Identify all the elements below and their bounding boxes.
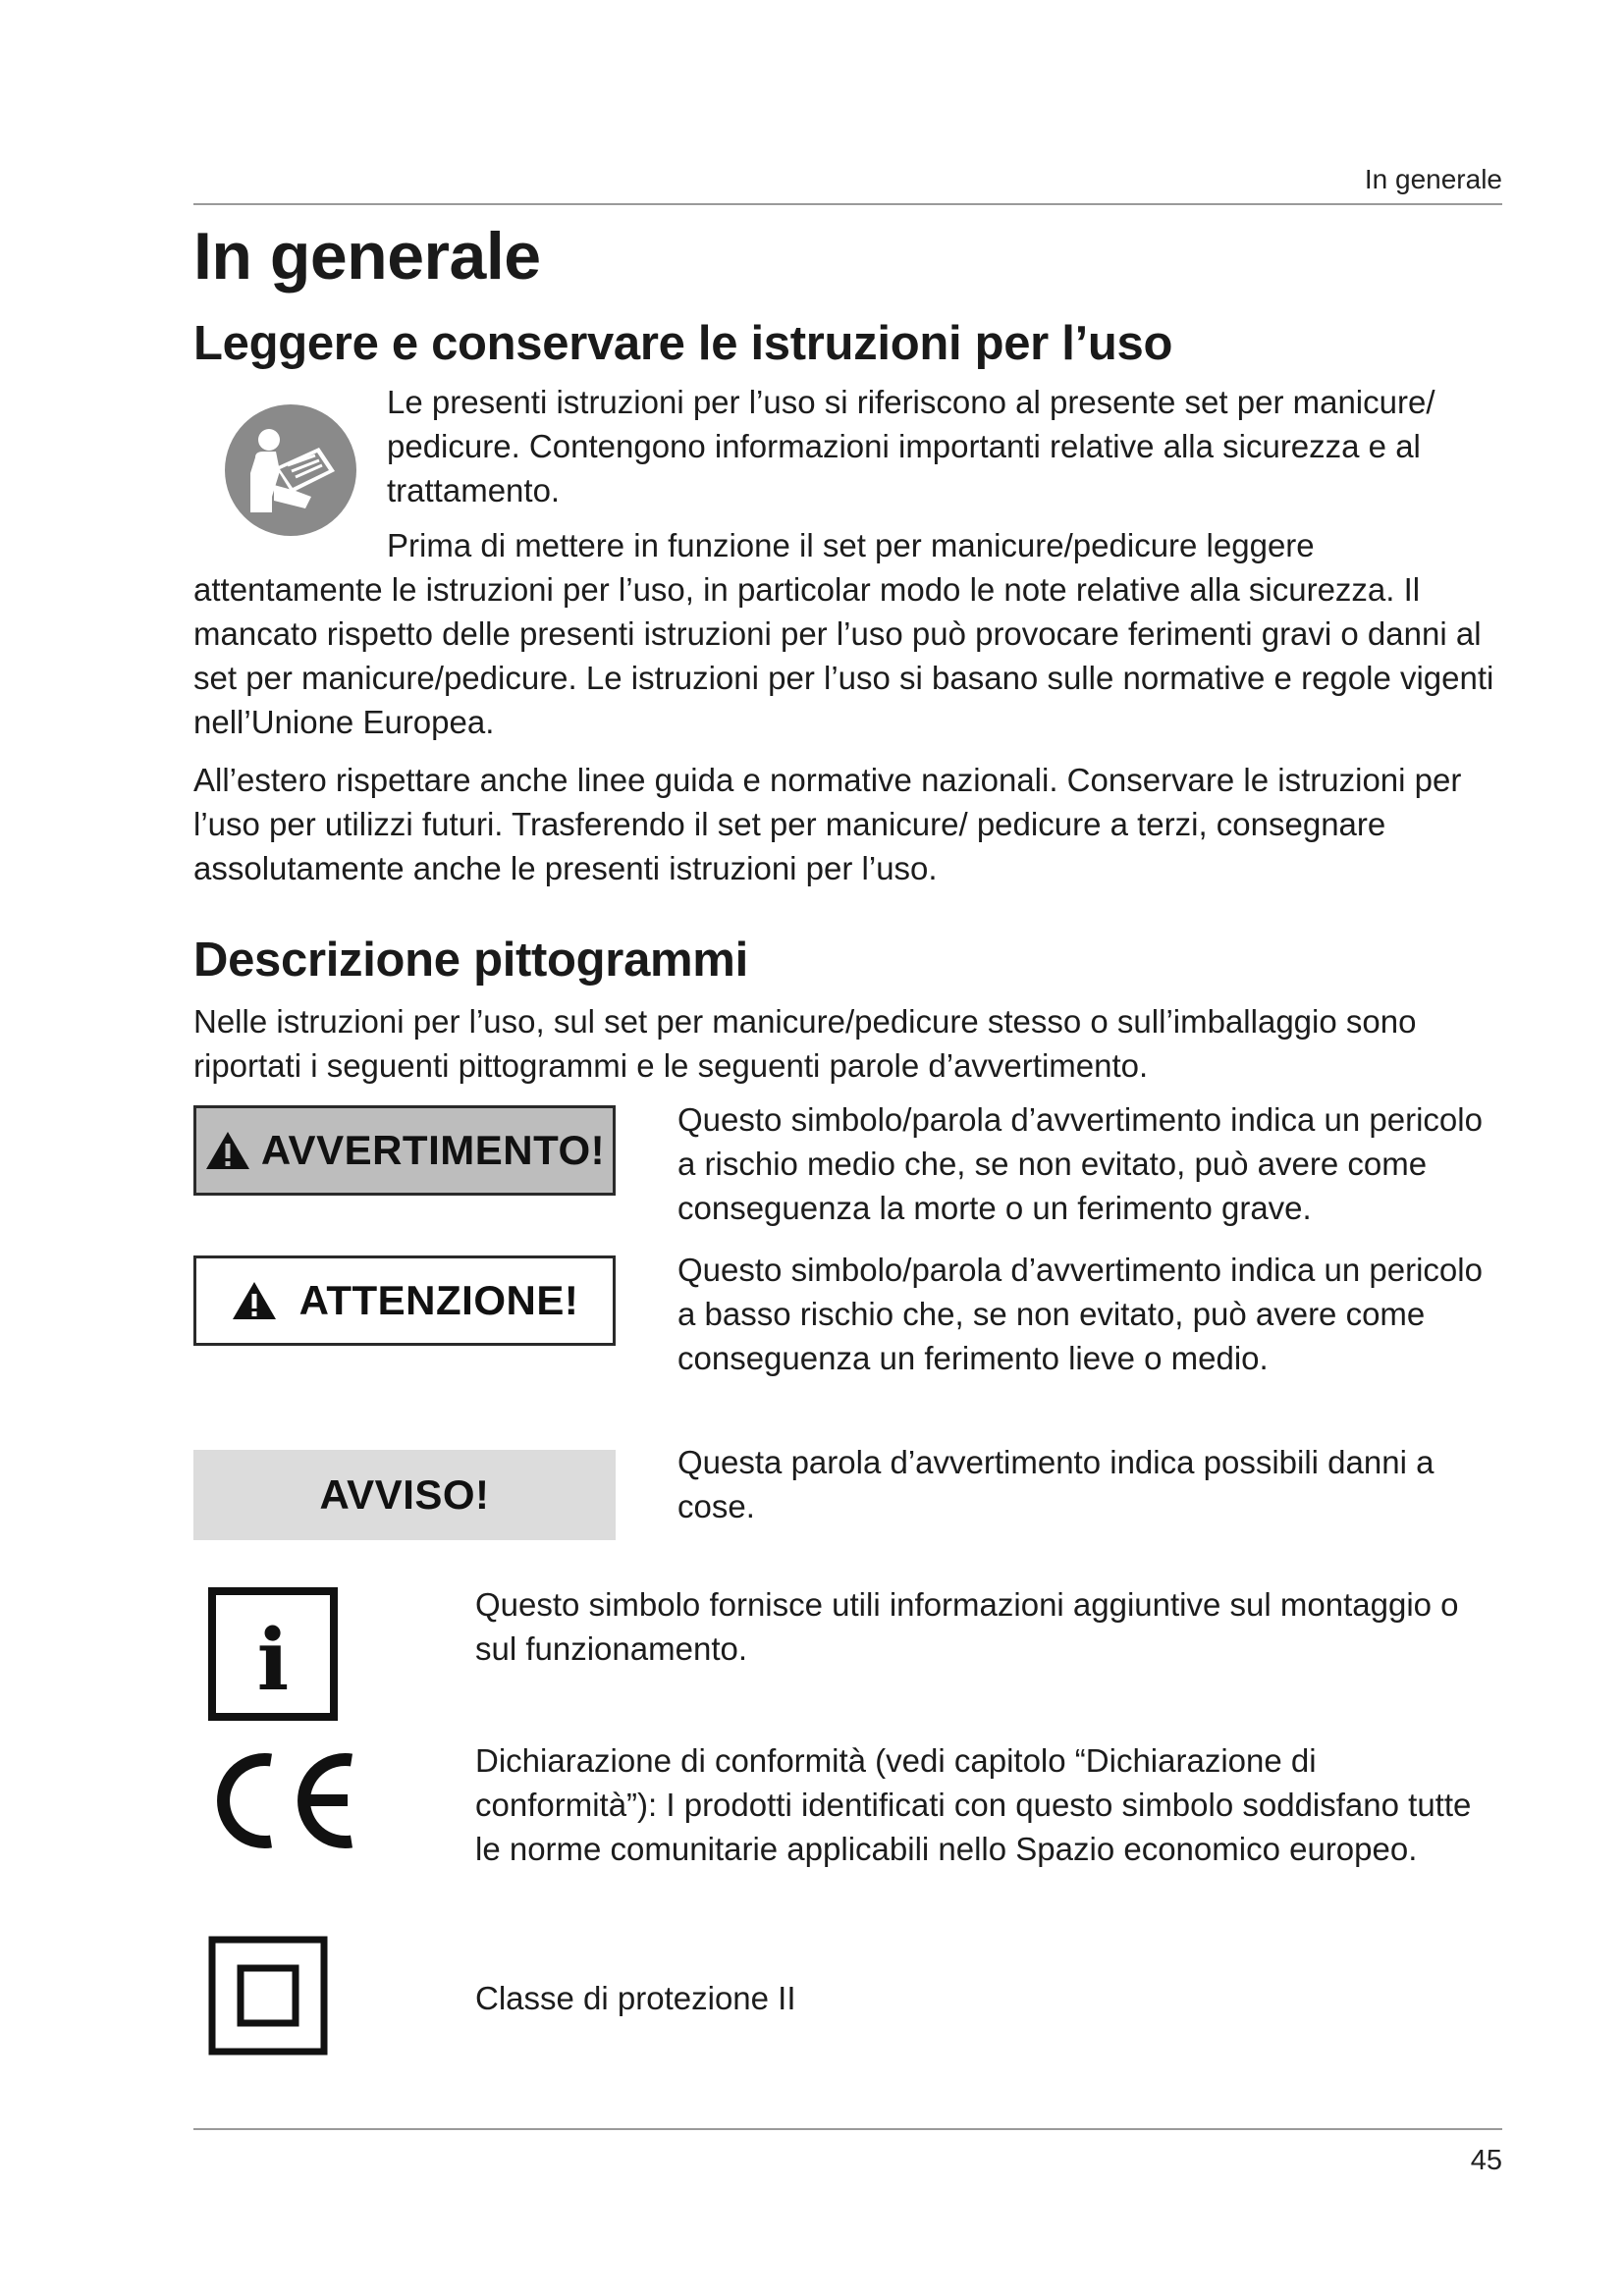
read-manual-icon xyxy=(223,402,358,538)
section-heading-read-instructions: Leggere e conservare le istruzioni per l’uso xyxy=(193,317,1173,370)
header-rule xyxy=(193,203,1502,205)
page-title: In generale xyxy=(193,219,541,294)
page-number: 45 xyxy=(1470,2145,1502,2176)
info-icon-glyph: i xyxy=(256,1611,290,1710)
signal-word-warning-description: Questo simbolo/parola d’avvertimento indica un pericolo a rischio medio che, se non evitato, può avere come conseguenza la morte o un ferimento grave. xyxy=(677,1101,1483,1226)
signal-word-warning xyxy=(193,1105,616,1196)
pictograms-intro: Nelle istruzioni per l’uso, sul set per manicure/pedicure stesso o sull’imballaggio sono riportati i seguenti pittogrammi e le seguenti parole d’avvertimento. xyxy=(193,1003,1417,1084)
intro-paragraph-1: Le presenti istruzioni per l’uso si riferiscono al presente set per manicure/ pedicure. Contengono informazioni importanti relative alla sicurezza e al trattamento. xyxy=(387,384,1435,508)
footer-rule xyxy=(193,2128,1502,2130)
warning-triangle-icon xyxy=(204,1130,251,1171)
info-icon xyxy=(208,1587,338,1721)
signal-word-notice-label: AVVISO! xyxy=(319,1471,490,1518)
signal-word-caution-label: ATTENZIONE! xyxy=(298,1277,579,1323)
signal-word-notice xyxy=(193,1450,616,1540)
signal-word-caution xyxy=(193,1255,616,1346)
caution-triangle-icon xyxy=(231,1280,278,1321)
signal-word-notice-description: Questa parola d’avvertimento indica possibili danni a cose. xyxy=(677,1444,1435,1524)
signal-word-warning-label: AVVERTIMENTO! xyxy=(260,1127,606,1173)
signal-word-caution-description: Questo simbolo/parola d’avvertimento indica un pericolo a basso rischio che, se non evitato, può avere come conseguenza un ferimento lieve o medio. xyxy=(677,1252,1483,1376)
intro-paragraph-3: All’estero rispettare anche linee guida e normative nazionali. Conservare le istruzioni per l’uso per utilizzi futuri. Trasferendo il set per manicure/ pedicure a terzi, consegnare assolutamente anche le presenti istruzioni per l’uso. xyxy=(193,762,1462,886)
info-symbol-description: Questo simbolo fornisce utili informazioni aggiuntive sul montaggio o sul funzionamento. xyxy=(475,1586,1459,1667)
section-heading-pictograms: Descrizione pittogrammi xyxy=(193,934,748,987)
intro-paragraph-2: Prima di mettere in funzione il set per manicure/pedicure leggere attentamente le istruzioni per l’uso, in particolar modo le note relative alla sicurezza. Il mancato rispetto delle presenti istruzioni per l’uso può provocare ferimenti gravi o danni al set per manicure/pedicure. Le istruzioni per l’uso si basano sulle normative e regole vigenti nell’Unione Europea. xyxy=(193,527,1494,740)
ce-mark-icon xyxy=(208,1744,360,1857)
protection-class-ii-description: Classe di protezione II xyxy=(475,1980,796,2016)
protection-class-ii-icon xyxy=(208,1936,328,2056)
running-header: In generale xyxy=(1364,164,1502,194)
ce-mark-description: Dichiarazione di conformità (vedi capitolo “Dichiarazione di conformità”): I prodotti identificati con questo simbolo soddisfano tutte le norme comunitarie applicabili nello Spazio economico europeo. xyxy=(475,1742,1472,1867)
